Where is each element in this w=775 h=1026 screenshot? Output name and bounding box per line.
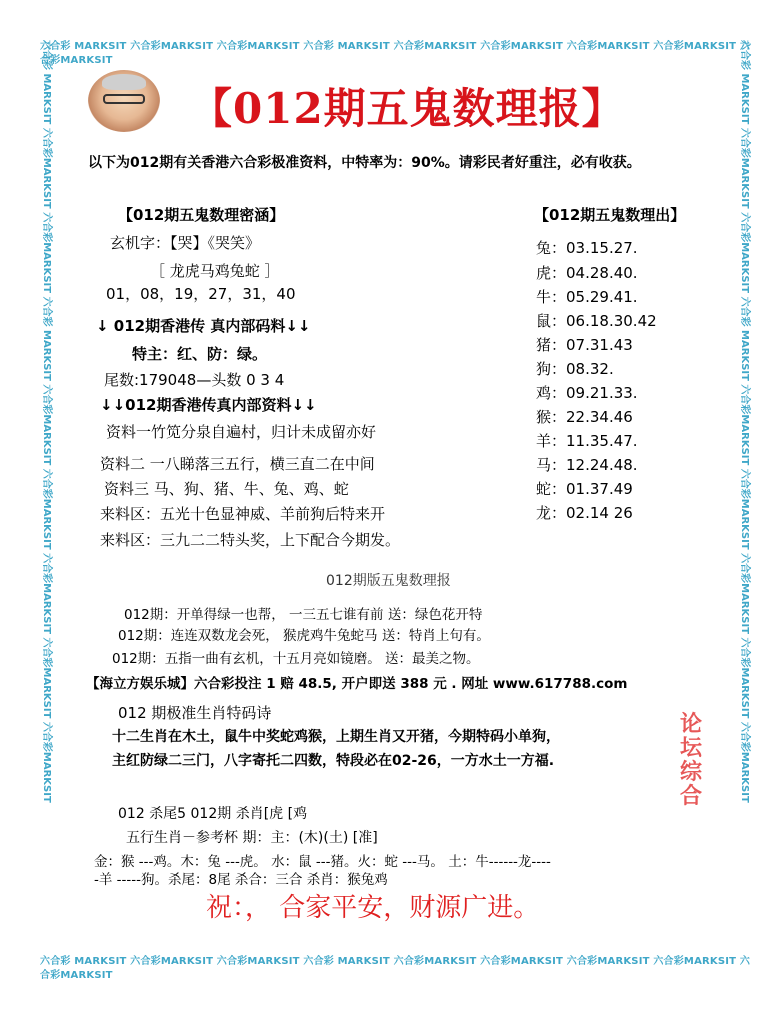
page-title: 【012期五鬼数理报】 <box>190 84 625 133</box>
blessing-text: 祝：， 合家平安，财源广进。 <box>206 893 540 923</box>
te-line: 特主：红、防：绿。 <box>132 345 268 363</box>
kill-line-1: 012 杀尾5 012期 杀肖[虎 [鸡 <box>118 806 308 822</box>
ziliao-3: 资料三 马、狗、猪、牛、兔、鸡、蛇 <box>104 480 349 498</box>
right-heading: 【012期五鬼数理出】 <box>534 206 686 224</box>
zodiac-row: 猪：07.31.43 <box>536 336 633 354</box>
poem-line-2: 主红防绿二三门，八字寄托二四数，特段必在02-26，一方水土一方福. <box>112 753 555 769</box>
numbers-line: 01，08，19，27，31，40 <box>106 285 296 303</box>
animals-line: ［ 龙虎马鸡兔蛇 ］ <box>150 262 280 280</box>
tail-line: 尾数:179048—头数 0 3 4 <box>104 371 285 389</box>
zodiac-row: 猴：22.34.46 <box>536 408 633 426</box>
zodiac-row: 羊：11.35.47. <box>536 432 638 450</box>
left-heading: 【012期五鬼数理密涵】 <box>118 206 285 224</box>
zodiac-row: 虎：04.28.40. <box>536 264 638 282</box>
zodiac-row: 狗：08.32. <box>536 360 614 378</box>
zodiac-row: 龙：02.14 26 <box>536 504 633 522</box>
zodiac-row: 牛：05.29.41. <box>536 288 638 306</box>
border-bottom: 六合彩 MARKSIT 六合彩MARKSIT 六合彩MARKSIT 六合彩 MARKSIT 六合彩MARKSIT 六合彩MARKSIT 六合彩MARKSIT 六合彩MARKSIT 六合彩MARKSIT <box>40 956 751 981</box>
avatar-glasses <box>103 94 145 104</box>
kill-line-4: -羊 -----狗。杀尾：8尾 杀合：三合 杀肖：猴兔鸡 <box>94 872 388 888</box>
border-top: 六合彩 MARKSIT 六合彩MARKSIT 六合彩MARKSIT 六合彩 MARKSIT 六合彩MARKSIT 六合彩MARKSIT 六合彩MARKSIT 六合彩MARKSIT 六合彩MARKSIT <box>40 41 751 66</box>
zodiac-row: 马：12.24.48. <box>536 456 638 474</box>
laiqu-2: 来料区：三九二二特头奖，上下配合今期发。 <box>100 531 401 549</box>
zodiac-row: 兔：03.15.27. <box>536 239 638 257</box>
border-left: 六合彩 MARKSIT 六合彩MARKSIT 六合彩MARKSIT 六合彩 MARKSIT 六合彩MARKSIT 六合彩MARKSIT 六合彩MARKSIT 六合彩MARKSIT 六合彩MARKSIT <box>41 40 52 803</box>
zodiac-row: 蛇：01.37.49 <box>536 480 633 498</box>
section2-title: 012期版五鬼数理报 <box>326 573 451 589</box>
hk-line-1: ↓ 012期香港传 真内部码料↓↓ <box>96 317 311 335</box>
intro-text: 以下为012期有关香港六合彩极准资料，中特率为：90%。请彩民者好重注，必有收获。 <box>88 155 641 171</box>
zodiac-row: 鼠：06.18.30.42 <box>536 312 657 330</box>
avatar <box>88 70 160 132</box>
avatar-hair <box>102 74 146 90</box>
ziliao-1: 资料一竹笕分泉自遍村，归计未成留亦好 <box>106 423 377 441</box>
section2-row-3: 012期：五指一曲有玄机，十五月亮如镜磨。 送：最美之物。 <box>112 651 480 667</box>
casino-ad: 【海立方娱乐城】六合彩投注 1 赔 48.5, 开户即送 388 元 . 网址 www.617788.com <box>86 676 628 692</box>
border-right: 六合彩 MARKSIT 六合彩MARKSIT 六合彩MARKSIT 六合彩 MARKSIT 六合彩MARKSIT 六合彩MARKSIT 六合彩MARKSIT 六合彩MARKSIT 六合彩MARKSIT <box>739 40 750 803</box>
zodiac-row: 鸡：09.21.33. <box>536 384 638 402</box>
poem-line-1: 十二生肖在木土，鼠牛中奖蛇鸡猴，上期生肖又开猪，今期特码小单狗， <box>112 729 560 745</box>
xuanji-line: 玄机字：【哭】《哭笑》 <box>110 234 261 252</box>
section2-row-1: 012期：开单得绿一也帮， 一三五七谁有前 送：绿色花开特 <box>124 607 483 623</box>
hk-line-2: ↓↓012期香港传真内部资料↓↓ <box>100 396 317 414</box>
kill-line-2: 五行生肖－参考杯 期：主：(木)(土) [准] <box>126 830 378 846</box>
stamp-watermark: 论坛综合 <box>680 711 703 809</box>
section2-row-2: 012期：连连双数龙会死， 猴虎鸡牛兔蛇马 送：特肖上句有。 <box>118 628 490 644</box>
poem-heading: 012 期极准生肖特码诗 <box>118 704 272 722</box>
laiqu-1: 来料区：五光十色显神威、羊前狗后特来开 <box>100 505 386 523</box>
ziliao-2: 资料二 一八睇落三五行，横三直二在中间 <box>100 455 375 473</box>
kill-line-3: 金：猴 ---鸡。木：兔 ---虎。 水：鼠 ---猪。火：蛇 ---马。 土：牛------龙---- <box>94 854 551 870</box>
